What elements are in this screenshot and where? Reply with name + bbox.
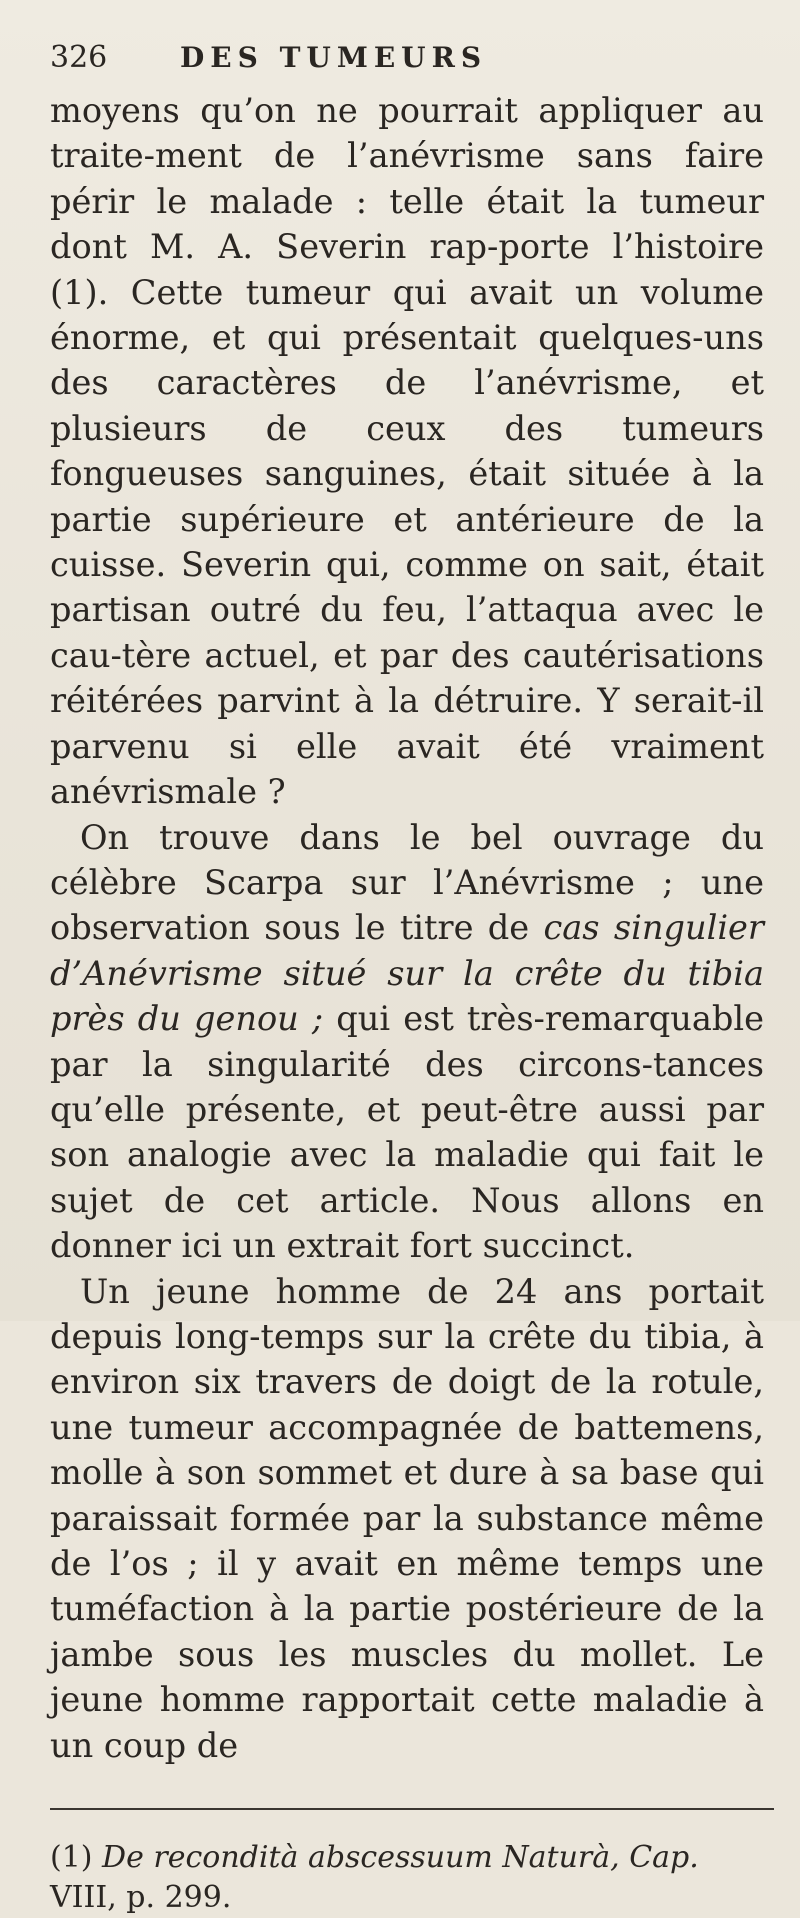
paragraph-2-italic-title: cas singulier d’Anévrisme situé sur la crête du tibia près du genou ; — [50, 908, 764, 1039]
running-head — [50, 40, 764, 88]
running-title: DES TUMEURS — [180, 41, 488, 74]
paragraph-2-end: qui est très-remarquable par la singularité des circons-tances qu’elle présente, et peut-être aussi par son analogie avec la maladie qui fait le sujet de cet article. Nous allons en donner ici un extrait fort succinct. — [50, 999, 764, 1266]
paragraph-3: Un jeune homme de 24 ans portait depuis long-temps sur la crête du tibia, à environ six travers de doigt de la rotule, une tumeur accompagnée de battemens, molle à son sommet et dure à sa base qui paraissait formée par la substance même de l’os ; il y avait en même temps une tuméfaction à la partie postérieure de la jambe sous les muscles du mollet. Le jeune homme rapportait cette maladie à un coup de — [50, 1271, 764, 1765]
footnote — [50, 1838, 764, 1918]
footnote-rule — [50, 1808, 774, 1810]
footnote-reference: VIII, p. 299. — [50, 1880, 232, 1916]
footnote-italic: De recondità abscessuum Naturà, Cap. — [102, 1840, 699, 1876]
footnote-marker: (1) — [50, 1840, 93, 1876]
page-number: 326 — [50, 40, 108, 75]
paragraph-2 — [50, 815, 764, 1269]
body-text — [50, 88, 764, 1768]
paragraph-1: moyens qu’on ne pourrait appliquer au traite-ment de l’anévrisme sans faire périr le malade : telle était la tumeur dont M. A. Severin rap-porte l’histoire (1). Cette tumeur qui avait un volume énorme, et qui présentait quelques-uns des caractères de l’anévrisme, et plusieurs de ceux des tumeurs fongueuses sanguines, était située à la partie supérieure et antérieure de la cuisse. Severin qui, comme on sait, était partisan outré du feu, l’attaqua avec le cau-tère actuel, et par des cautérisations réitérées parvint à la détruire. Y serait-il parvenu si elle avait été vraiment anévrismale ? — [50, 91, 764, 812]
paragraph-2-start: On trouve dans le bel ouvrage du célèbre Scarpa sur l’Anévrisme ; une observation sous le titre de — [50, 817, 764, 948]
